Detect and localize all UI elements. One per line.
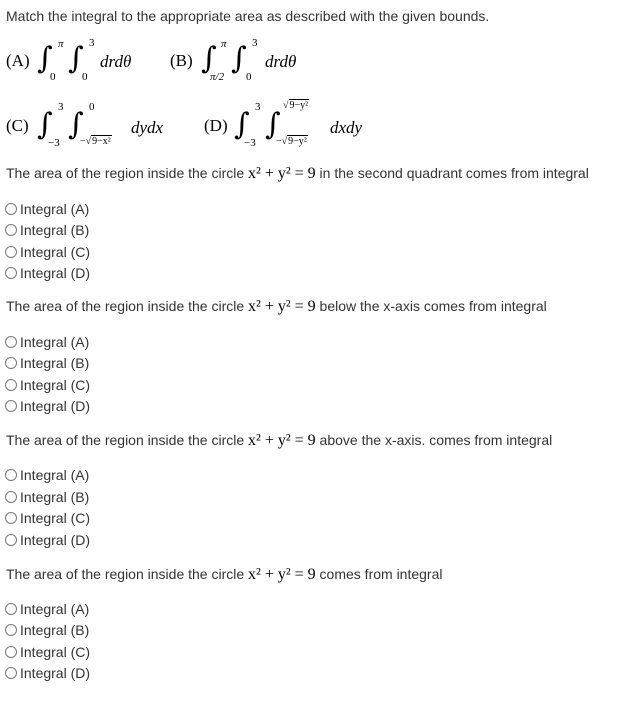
question-prefix: The area of the region inside the circle <box>6 165 249 181</box>
radicand: 9−x² <box>92 136 111 147</box>
integral-sign: ∫ <box>37 107 53 142</box>
integral-sign: ∫ <box>265 107 281 142</box>
outer-upper-limit: 3 <box>58 101 64 113</box>
radio-button[interactable] <box>5 224 17 236</box>
inner-upper-limit: 0 <box>89 101 95 113</box>
outer-upper-limit: π <box>58 38 64 50</box>
option-q1-d[interactable] <box>5 264 90 282</box>
radio-button[interactable] <box>5 646 17 658</box>
question-suffix: in the second quadrant comes from integral <box>315 165 589 181</box>
option-label: Integral (D) <box>20 532 91 548</box>
option-q2-b[interactable] <box>5 354 89 372</box>
differential: dydx <box>131 118 164 137</box>
radio-button[interactable] <box>5 400 17 412</box>
option-label: Integral (C) <box>20 377 91 393</box>
option-label: Integral (C) <box>20 510 91 526</box>
option-q2-a[interactable] <box>5 333 89 351</box>
differential: dxdy <box>330 118 363 137</box>
option-q4-a[interactable] <box>5 600 89 618</box>
question-prefix: The area of the region inside the circle <box>6 566 249 582</box>
radio-button[interactable] <box>5 512 17 524</box>
option-label: Integral (A) <box>20 334 90 350</box>
option-label: Integral (A) <box>20 601 90 617</box>
radio-button[interactable] <box>5 379 17 391</box>
option-label: Integral (C) <box>20 644 91 660</box>
option-q1-b[interactable] <box>5 221 89 239</box>
option-label: Integral (D) <box>20 265 91 281</box>
question-1 <box>6 165 589 183</box>
outer-upper-limit: π <box>221 38 227 50</box>
inner-lower-limit: −√9−x² <box>80 136 111 147</box>
option-label: Integral (B) <box>20 355 90 371</box>
inner-upper-limit: √9−y² <box>283 100 309 111</box>
question-prefix: The area of the region inside the circle <box>6 298 249 314</box>
question-prefix: The area of the region inside the circle <box>6 432 249 448</box>
radicand: 9−y² <box>289 100 309 111</box>
outer-upper-limit: 3 <box>255 101 261 113</box>
option-q1-a[interactable] <box>5 200 89 218</box>
option-label: Integral (B) <box>20 222 90 238</box>
option-label: Integral (D) <box>20 665 91 681</box>
integral-sign: ∫ <box>68 107 84 142</box>
radio-button[interactable] <box>5 336 17 348</box>
radio-button[interactable] <box>5 357 17 369</box>
outer-lower-limit: −3 <box>244 137 256 149</box>
radio-button[interactable] <box>5 491 17 503</box>
integral-sign: ∫ <box>231 41 247 76</box>
radio-button[interactable] <box>5 469 17 481</box>
option-label: Integral (D) <box>20 398 91 414</box>
prompt-text: Match the integral to the appropriate area as described with the given bounds. <box>6 8 490 24</box>
integral-sign: ∫ <box>68 41 84 76</box>
integral-label: (C) <box>6 116 29 135</box>
inner-upper-limit: 3 <box>89 37 95 49</box>
option-label: Integral (B) <box>20 489 90 505</box>
question-3 <box>6 432 552 450</box>
inner-lower-limit: 0 <box>246 71 252 83</box>
radio-button[interactable] <box>5 534 17 546</box>
integral-sign: ∫ <box>201 41 217 76</box>
option-q3-d[interactable] <box>5 531 90 549</box>
question-suffix: below the x-axis comes from integral <box>315 298 547 314</box>
option-q3-a[interactable] <box>5 466 89 484</box>
integral-label: (B) <box>170 51 193 70</box>
option-label: Integral (A) <box>20 467 90 483</box>
differential: drdθ <box>265 52 297 71</box>
radio-button[interactable] <box>5 603 17 615</box>
radio-button[interactable] <box>5 624 17 636</box>
inner-lower-limit: 0 <box>82 71 88 83</box>
outer-lower-limit: −3 <box>48 137 60 149</box>
integral-label: (A) <box>6 51 30 70</box>
option-q3-c[interactable] <box>5 509 90 527</box>
option-q2-d[interactable] <box>5 397 90 415</box>
option-q4-b[interactable] <box>5 621 89 639</box>
question-suffix: above the x-axis. comes from integral <box>315 432 553 448</box>
radio-button[interactable] <box>5 246 17 258</box>
option-label: Integral (C) <box>20 244 91 260</box>
option-q4-d[interactable] <box>5 664 90 682</box>
integral-sign: ∫ <box>37 41 53 76</box>
inner-lower-limit: −√9−y² <box>276 136 307 147</box>
circle-equation: x² + y² = 9 <box>248 432 316 449</box>
radio-button[interactable] <box>5 203 17 215</box>
circle-equation: x² + y² = 9 <box>248 165 316 182</box>
option-q4-c[interactable] <box>5 643 90 661</box>
circle-equation: x² + y² = 9 <box>248 298 316 315</box>
differential: drdθ <box>100 52 132 71</box>
integral-label: (D) <box>204 116 228 135</box>
circle-equation: x² + y² = 9 <box>248 566 316 583</box>
option-q2-c[interactable] <box>5 376 90 394</box>
radicand: 9−y² <box>288 136 307 147</box>
question-4 <box>6 566 443 584</box>
integral-sign: ∫ <box>234 107 250 142</box>
outer-lower-limit: 0 <box>50 71 56 83</box>
outer-lower-limit: π/2 <box>210 71 225 83</box>
radio-button[interactable] <box>5 267 17 279</box>
question-2 <box>6 298 547 316</box>
option-label: Integral (B) <box>20 622 90 638</box>
inner-upper-limit: 3 <box>252 37 258 49</box>
question-suffix: comes from integral <box>315 566 443 582</box>
option-q1-c[interactable] <box>5 243 90 261</box>
option-q3-b[interactable] <box>5 488 89 506</box>
option-label: Integral (A) <box>20 201 90 217</box>
radio-button[interactable] <box>5 667 17 679</box>
